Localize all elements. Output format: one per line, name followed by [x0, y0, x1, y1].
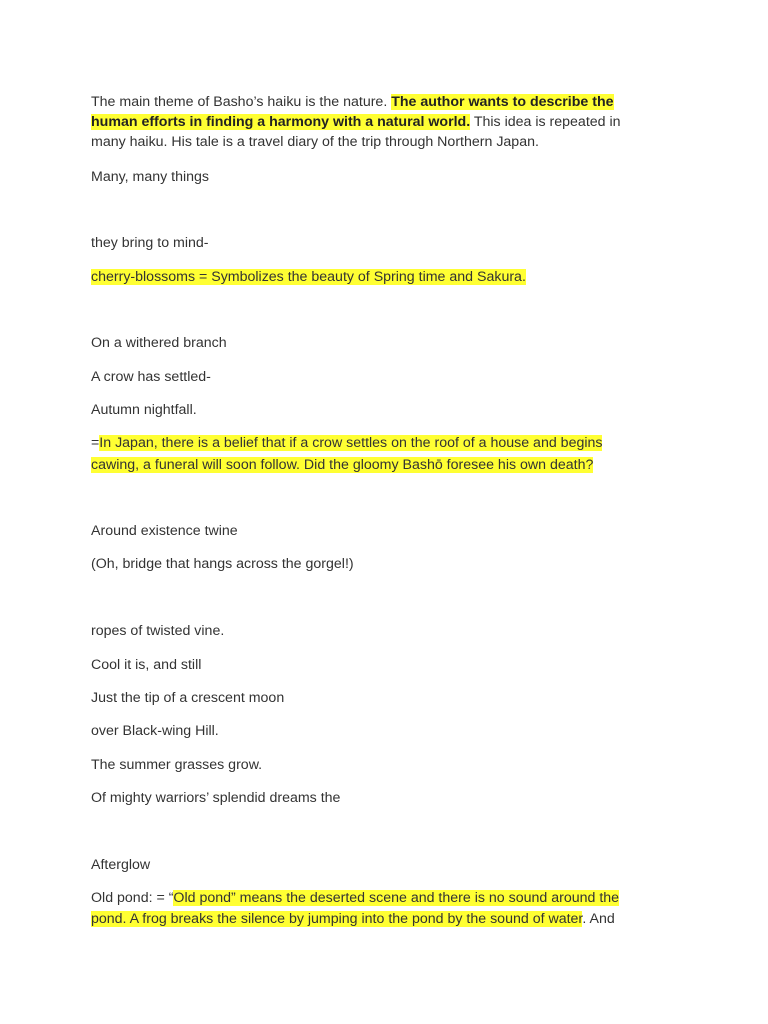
poem-line — [91, 233, 209, 253]
intro-line-3 — [91, 132, 539, 152]
intro-text: The main theme of Basho’s haiku is the nature. — [91, 94, 392, 110]
annotation-highlight: cherry-blossoms = Symbolizes the beauty of Spring time and Sakura. — [91, 269, 526, 285]
poem-line — [91, 688, 284, 708]
annotation-highlight: pond. A frog breaks the silence by jumping into the pond by the sound of water — [91, 911, 583, 927]
annotation-line — [91, 433, 602, 453]
poem-line — [91, 554, 354, 574]
poem-text: Autumn nightfall. — [91, 402, 197, 418]
poem-line — [91, 655, 201, 675]
intro-highlight-bold: The author wants to describe the — [391, 94, 614, 110]
poem-line — [91, 400, 197, 420]
poem-text: ropes of twisted vine. — [91, 623, 225, 639]
annotation-highlight: cawing, a funeral will soon follow. Did the gloomy Bashō foresee his own death? — [91, 457, 594, 473]
intro-line-2 — [91, 112, 621, 132]
annotation-prefix: Old pond: = “ — [91, 890, 174, 906]
poem-text: Cool it is, and still — [91, 657, 202, 673]
poem-text: Just the tip of a crescent moon — [91, 690, 285, 706]
poem-text: Afterglow — [91, 857, 151, 873]
poem-line — [91, 621, 224, 641]
poem-line — [91, 788, 340, 808]
poem-text: over Black-wing Hill. — [91, 723, 219, 739]
annotation-line — [91, 455, 593, 475]
poem-line — [91, 521, 238, 541]
annotation-line — [91, 888, 619, 908]
poem-line — [91, 333, 227, 353]
intro-text: many haiku. His tale is a travel diary of the trip through Northern Japan. — [91, 134, 539, 150]
annotation-highlight: In Japan, there is a belief that if a crow settles on the roof of a house and begins — [99, 435, 603, 451]
poem-line — [91, 367, 211, 387]
annotation-suffix: . And — [582, 911, 615, 927]
poem-text: (Oh, bridge that hangs across the gorgel!) — [91, 556, 354, 572]
poem-text: Around existence twine — [91, 523, 238, 539]
poem-line — [91, 755, 262, 775]
intro-text: This idea is repeated in — [470, 114, 621, 130]
intro-line-1 — [91, 92, 614, 112]
annotation-line — [91, 267, 526, 287]
poem-line — [91, 855, 150, 875]
poem-text: Many, many things — [91, 169, 210, 185]
annotation-line — [91, 909, 615, 929]
poem-text: they bring to mind- — [91, 235, 209, 251]
intro-highlight-bold: human efforts in finding a harmony with a natural world. — [91, 114, 471, 130]
poem-text: On a withered branch — [91, 335, 227, 351]
poem-text: Of mighty warriors’ splendid dreams the — [91, 790, 341, 806]
annotation-highlight: Old pond” means the deserted scene and there is no sound around the — [173, 890, 620, 906]
poem-line — [91, 721, 219, 741]
annotation-prefix: = — [91, 435, 100, 451]
poem-line — [91, 167, 209, 187]
poem-text: A crow has settled- — [91, 369, 211, 385]
poem-text: The summer grasses grow. — [91, 757, 263, 773]
